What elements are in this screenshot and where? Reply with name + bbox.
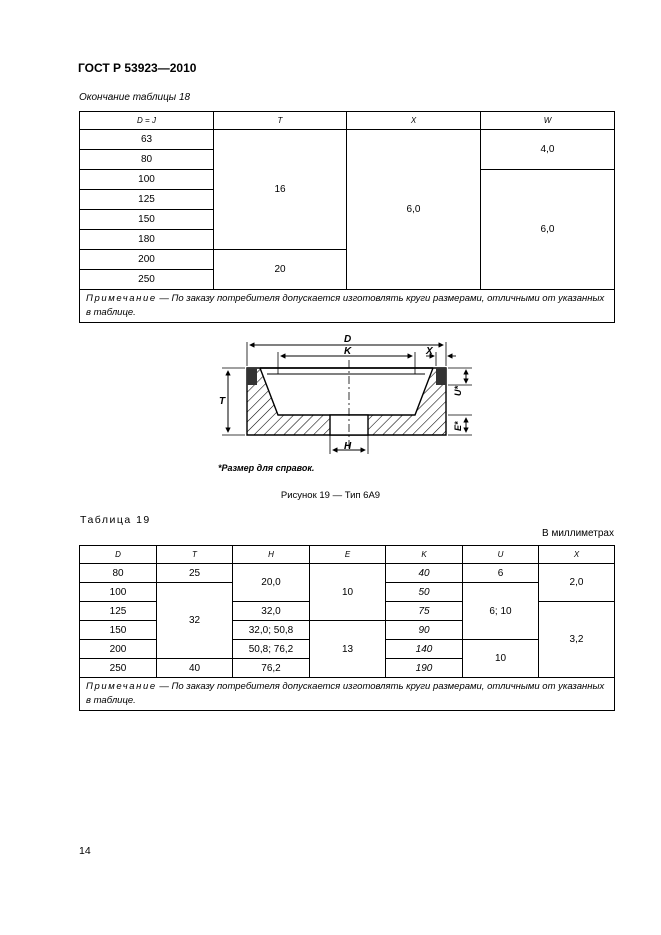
table-cell: 150 bbox=[80, 621, 157, 640]
col-header-d-j: D = J bbox=[80, 112, 214, 130]
table-cell: 63 bbox=[80, 130, 214, 150]
table-18 bbox=[79, 111, 615, 323]
units-label: В миллиметрах bbox=[542, 528, 614, 539]
document-header: ГОСТ Р 53923—2010 bbox=[78, 61, 197, 75]
figure-footnote: *Размер для справок. bbox=[218, 463, 315, 473]
abrasive-layer-left bbox=[247, 368, 257, 385]
table-cell: 2,0 bbox=[539, 564, 615, 602]
table-cell: 100 bbox=[80, 170, 214, 190]
table19-note bbox=[80, 678, 615, 711]
table-cell: 10 bbox=[463, 640, 539, 678]
table-cell: 32,0 bbox=[233, 602, 310, 621]
table-cell: 32,0; 50,8 bbox=[233, 621, 310, 640]
table-cell: 76,2 bbox=[233, 659, 310, 678]
table-cell: 200 bbox=[80, 250, 214, 270]
col-header-t: T bbox=[157, 546, 233, 564]
table-cell: 250 bbox=[80, 659, 157, 678]
col-header-w: W bbox=[481, 112, 615, 130]
figure-19-drawing bbox=[210, 330, 490, 465]
table-cell: 20 bbox=[214, 250, 347, 290]
table-cell: 140 bbox=[386, 640, 463, 659]
table-cell: 50,8; 76,2 bbox=[233, 640, 310, 659]
table-cell: 180 bbox=[80, 230, 214, 250]
table-cell: 6,0 bbox=[347, 130, 481, 290]
table-cell: 25 bbox=[157, 564, 233, 583]
table-cell: 20,0 bbox=[233, 564, 310, 602]
table-cell: 90 bbox=[386, 621, 463, 640]
table-cell: 32 bbox=[157, 583, 233, 659]
table-cell: 125 bbox=[80, 602, 157, 621]
figure-caption: Рисунок 19 — Тип 6А9 bbox=[280, 490, 381, 501]
col-header-e: E bbox=[310, 546, 386, 564]
note-text: — По заказу потребителя допускается изготовлять круги размерами, отличными от указанных в таблице. bbox=[86, 293, 605, 318]
table-cell: 6 bbox=[463, 564, 539, 583]
col-header-x: X bbox=[347, 112, 481, 130]
table-cell: 200 bbox=[80, 640, 157, 659]
table-19 bbox=[79, 545, 615, 711]
col-header-k: K bbox=[386, 546, 463, 564]
dim-label-k: K bbox=[344, 346, 352, 357]
note-text: — По заказу потребителя допускается изготовлять круги размерами, отличными от указанных в таблице. bbox=[86, 681, 605, 706]
note-label: Примечание bbox=[86, 293, 157, 304]
table18-continuation-caption: Окончание таблицы 18 bbox=[79, 92, 191, 103]
dim-label-x: X bbox=[426, 346, 433, 357]
table-cell: 3,2 bbox=[539, 602, 615, 678]
table-cell: 50 bbox=[386, 583, 463, 602]
table-cell: 40 bbox=[157, 659, 233, 678]
table-cell: 16 bbox=[214, 130, 347, 250]
table-cell: 190 bbox=[386, 659, 463, 678]
table-cell: 80 bbox=[80, 564, 157, 583]
table18-note bbox=[80, 290, 615, 323]
table-cell: 6; 10 bbox=[463, 583, 539, 640]
col-header-d: D bbox=[80, 546, 157, 564]
table-cell: 6,0 bbox=[481, 170, 615, 290]
dim-label-e: E* bbox=[453, 421, 463, 431]
col-header-t: T bbox=[214, 112, 347, 130]
table-cell: 125 bbox=[80, 190, 214, 210]
abrasive-layer-right bbox=[436, 368, 446, 385]
col-header-h: H bbox=[233, 546, 310, 564]
dim-label-t: T bbox=[219, 396, 226, 407]
dim-label-h: H bbox=[344, 441, 352, 452]
table-cell: 10 bbox=[310, 564, 386, 621]
table-cell: 150 bbox=[80, 210, 214, 230]
dim-label-d: D bbox=[344, 334, 352, 345]
table-cell: 13 bbox=[310, 621, 386, 678]
col-header-u: U bbox=[463, 546, 539, 564]
table-cell: 80 bbox=[80, 150, 214, 170]
table-cell: 75 bbox=[386, 602, 463, 621]
table-cell: 40 bbox=[386, 564, 463, 583]
page-number: 14 bbox=[79, 845, 91, 857]
table-cell: 100 bbox=[80, 583, 157, 602]
dim-label-u: U* bbox=[453, 385, 463, 396]
table-cell: 4,0 bbox=[481, 130, 615, 170]
col-header-x: X bbox=[539, 546, 615, 564]
table19-title: Таблица 19 bbox=[80, 514, 151, 526]
note-label: Примечание bbox=[86, 681, 157, 692]
table-cell: 250 bbox=[80, 270, 214, 290]
